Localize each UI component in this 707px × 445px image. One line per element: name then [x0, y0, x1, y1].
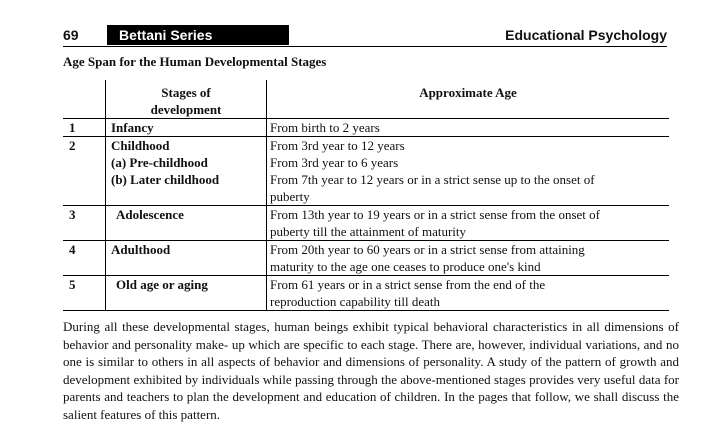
column-header-stage: Stages of development [106, 80, 267, 119]
column-header-number [63, 80, 106, 119]
section-title: Age Span for the Human Developmental Stages [63, 54, 327, 69]
developmental-stages-table [63, 80, 669, 311]
stage-cell: Infancy [106, 119, 267, 137]
row-number: 2 [63, 137, 106, 206]
stage-cell: Old age or aging [106, 276, 267, 311]
table-header-row [63, 80, 669, 119]
page-header [63, 25, 667, 47]
stage-cell: Adolescence [106, 206, 267, 241]
age-cell: From 13th year to 19 years or in a strict sense from the onset of puberty till the attainment of maturity [267, 206, 670, 241]
age-cell: From birth to 2 years [267, 119, 670, 137]
row-number: 1 [63, 119, 106, 137]
age-cell: From 61 years or in a strict sense from the end of the reproduction capability till death [267, 276, 670, 311]
age-cell: From 20th year to 60 years or in a strict sense from attaining maturity to the age one ceases to produce one's kind [267, 241, 670, 276]
table-row [63, 206, 669, 241]
book-title: Educational Psychology [505, 27, 667, 43]
stage-cell: Childhood (a) Pre-childhood (b) Later childhood [106, 137, 267, 206]
table-row [63, 241, 669, 276]
body-paragraph: During all these developmental stages, human beings exhibit typical behavioral characteristics in all dimensions of behavior and personality make- up which are specific to each stage. There are, however, individual variations, and no one is similar to others in all aspects of behavior and dimensions of personality. A study of the pattern of growth and development exhibited by individuals while passing through the above-mentioned stages provides very useful data for parents and teachers to plan the development and education of children. In the pages that follow, we shall discuss the salient features of this pattern. [63, 319, 679, 422]
header-rule [63, 46, 667, 47]
column-header-age: Approximate Age [267, 80, 670, 119]
series-label: Bettani Series [107, 25, 289, 45]
stage-cell: Adulthood [106, 241, 267, 276]
row-number: 5 [63, 276, 106, 311]
row-number: 4 [63, 241, 106, 276]
table-row [63, 119, 669, 137]
table-row [63, 137, 669, 206]
table-row [63, 276, 669, 311]
age-cell: From 3rd year to 12 years From 3rd year to 6 years From 7th year to 12 years or in a strict sense up to the onset of puberty [267, 137, 670, 206]
row-number: 3 [63, 206, 106, 241]
page-number: 69 [63, 27, 79, 43]
